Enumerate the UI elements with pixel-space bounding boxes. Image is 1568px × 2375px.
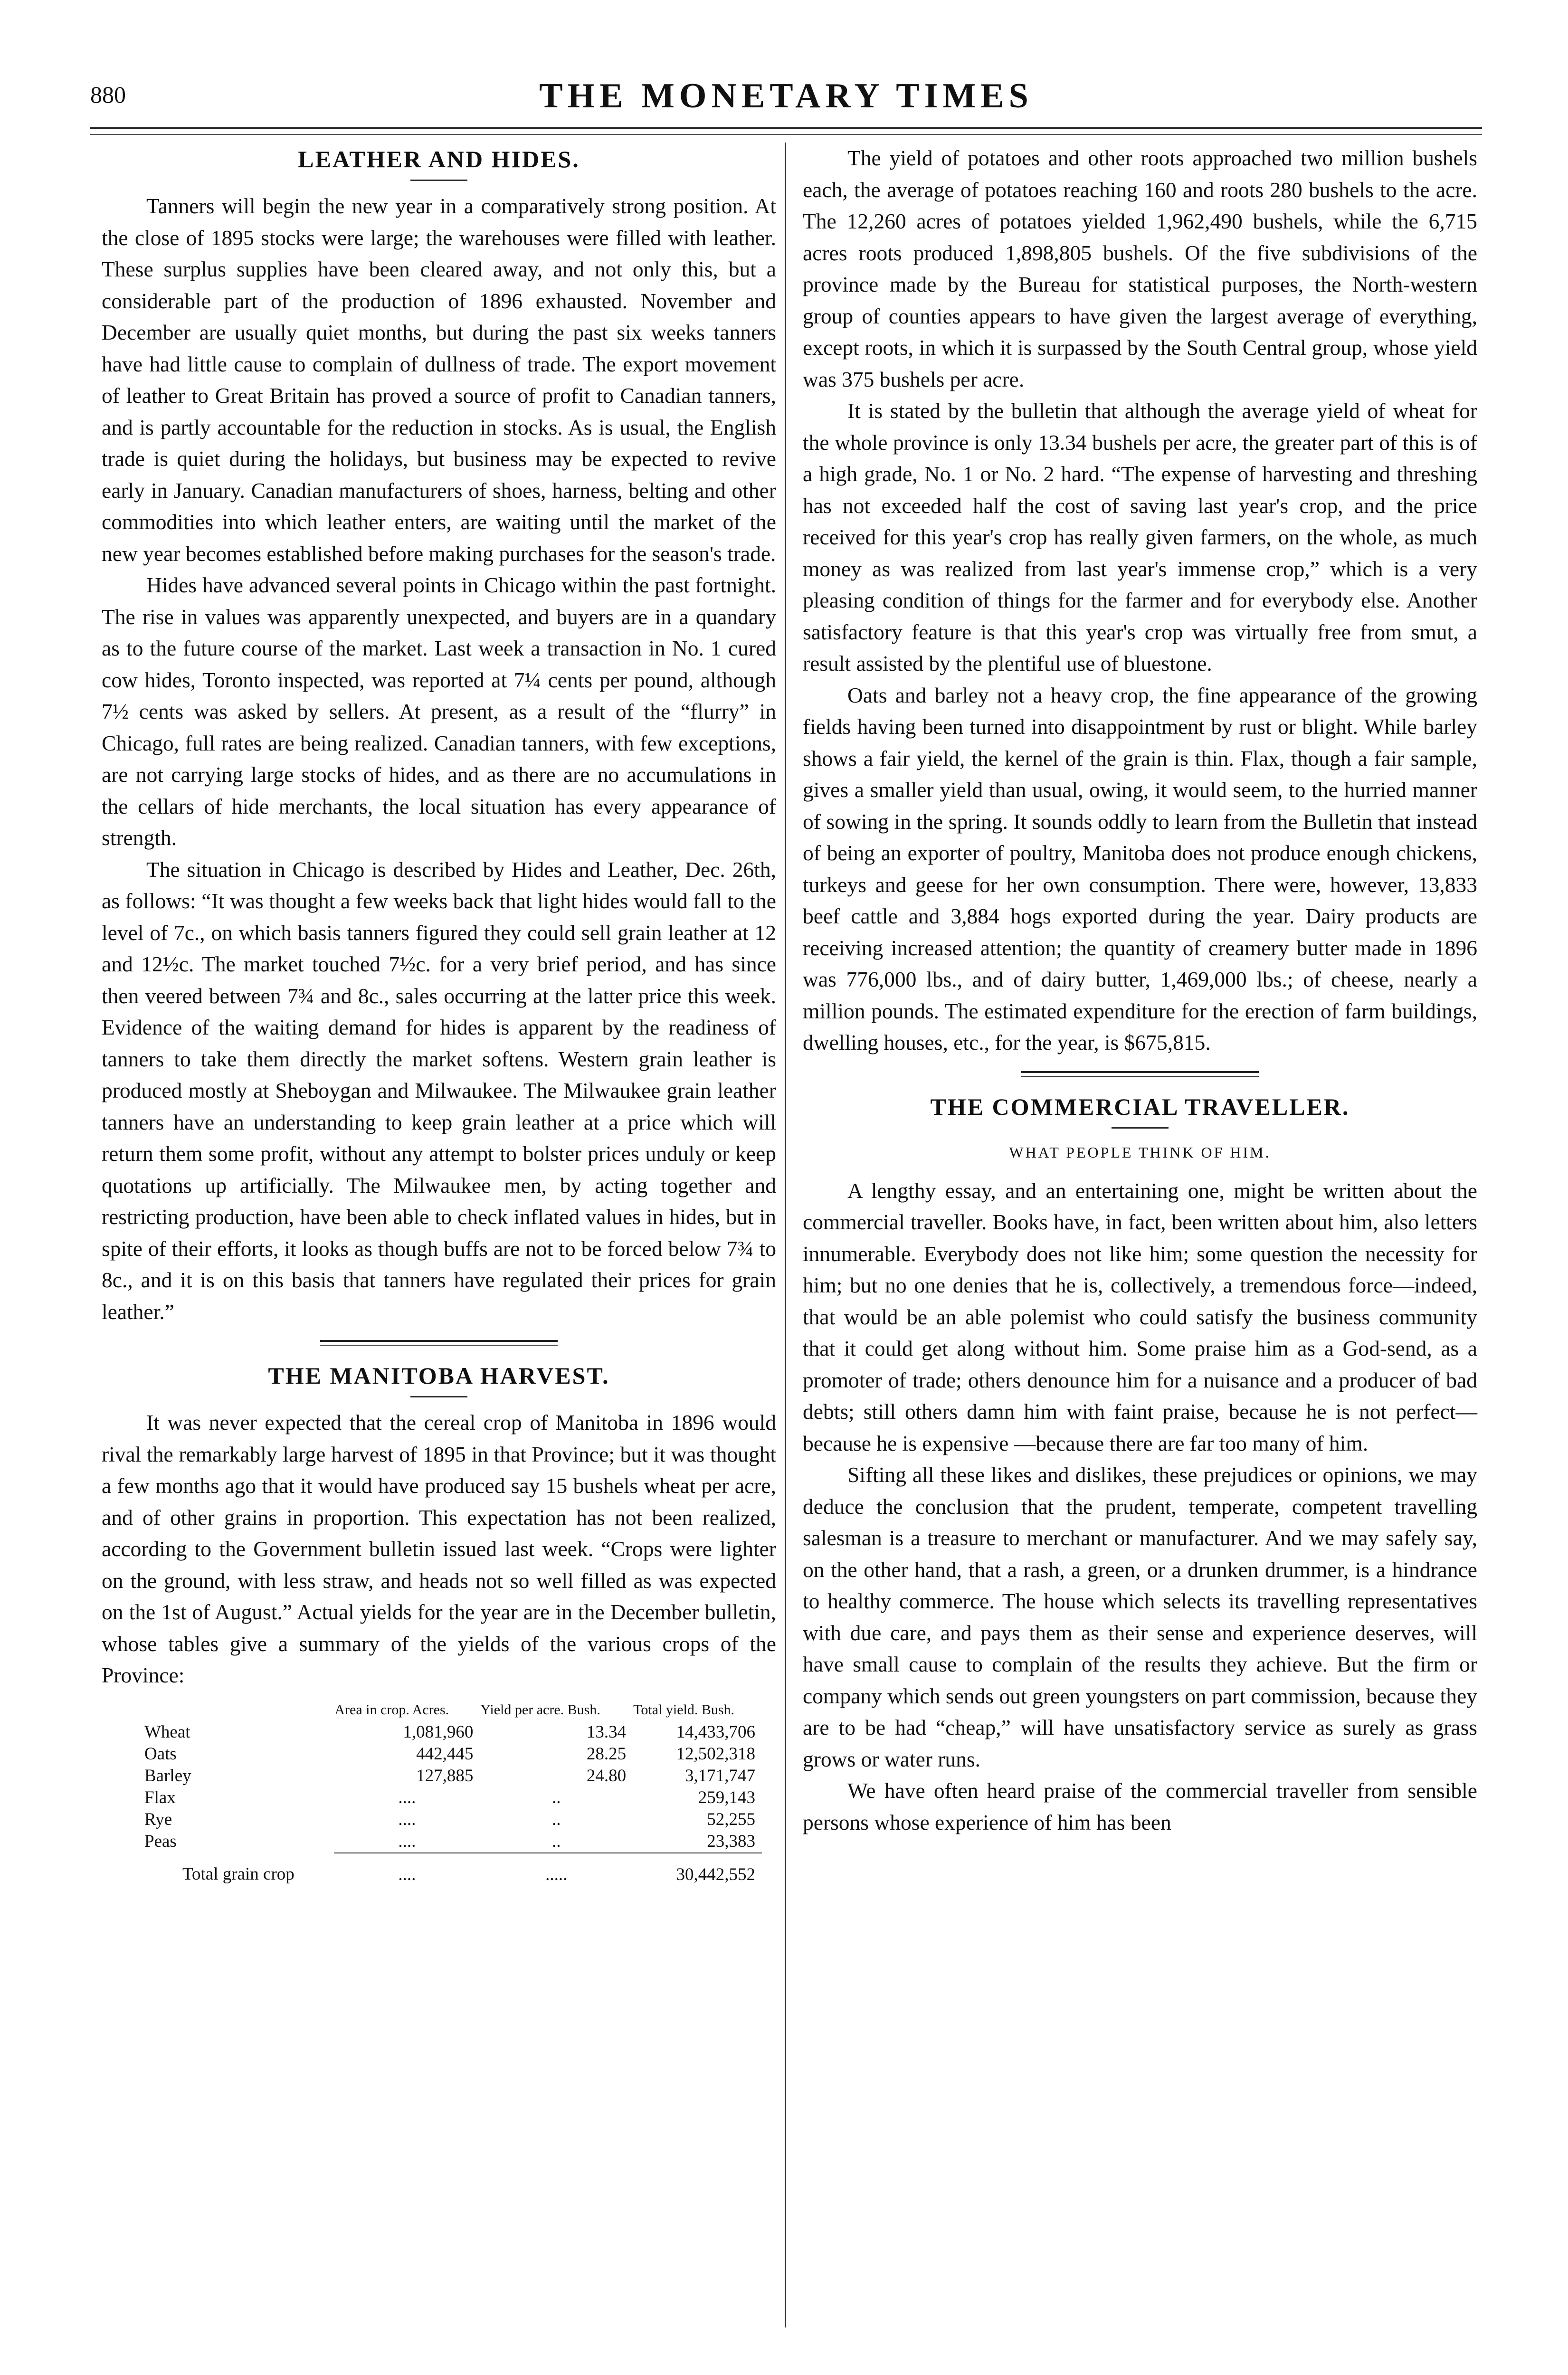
masthead: THE MONETARY TIMES bbox=[539, 76, 1033, 115]
total-value: 14,433,706 bbox=[676, 1722, 755, 1742]
header-rule-thin bbox=[90, 134, 1482, 135]
page-number: 880 bbox=[90, 81, 126, 108]
yield-value: 28.25 bbox=[586, 1744, 627, 1764]
header-rule bbox=[90, 127, 1482, 129]
manitoba-paragraph-1: It was never expected that the cereal crop of Manitoba in 1896 would rival the remarkably large harvest of 1895 in that Province; but it was thought a few months ago that it would have produced say 15 bushels wheat per acre, and of other grains in proportion. This expectation has not been realized, according to the Government bulletin issued last week. “Crops were lighter on the ground, with less straw, and heads not so well filled as was expected on the 1st of August.” Actual yields for the year are in the December bulletin, whose tables give a summary of the yields of the various crops of the Province: bbox=[102, 1410, 776, 1687]
yield-value: 13.34 bbox=[586, 1722, 627, 1742]
crop-yield-table bbox=[144, 1702, 762, 1886]
table-total-row bbox=[144, 1853, 762, 1886]
manitoba-paragraph-4: Oats and barley not a heavy crop, the fine appearance of the growing fields having been turned into disappointment by rust or blight. While barley shows a fair yield, the kernel of the grain is thin. Flax, though a fair sample, gives a smaller yield than usual, owing, it would seem, to the hurried manner of sowing in the spring. It sounds oddly to learn from the Bulletin that instead of being an exporter of poultry, Manitoba does not produce enough chickens, turkeys and geese for her own consumption. There were, however, 13,833 beef cattle and 3,884 hogs exported during the year. Dairy products are receiving increased attention; the quantity of creamery butter made in 1896 was 776,000 lbs., and of dairy butter, 1,469,000 lbs.; of cheese, nearly a million pounds. The estimated expenditure for the erection of farm buildings, dwelling houses, etc., for the year, is $675,815. bbox=[803, 683, 1477, 1054]
leather-heading: LEATHER AND HIDES. bbox=[298, 146, 580, 172]
leather-paragraph-3: The situation in Chicago is described by Hides and Leather, Dec. 26th, as follows: “It was thought a few weeks back that light hides would fall to the level of 7c., on which basis tanners figured they could sell grain leather at 12 and 12½c. The market touched 7½c. for a very brief period, and has since then veered between 7¾ and 8c., sales occurring at the latter price this week. Evidence of the waiting demand for hides is apparent by the readiness of tanners to take them directly the market softens. Western grain leather is produced mostly at Sheboygan and Milwaukee. The Milwaukee grain leather tanners have an understanding to keep grain leather at a price which will return them some profit, without any attempt to bolster prices unduly or keep quotations up artificially. The Milwaukee men, by acting together and restricting production, have been able to check inflated values in hides, but in spite of their efforts, it looks as though buffs are not to be forced below 7¾ to 8c., and it is on this basis that tanners have regulated their prices for grain leather.” bbox=[102, 857, 776, 1324]
right-column bbox=[803, 142, 1477, 1838]
total-value: 259,143 bbox=[698, 1787, 755, 1807]
crop-name: Peas bbox=[144, 1832, 177, 1851]
traveller-subheading: WHAT PEOPLE THINK OF HIM. bbox=[1009, 1143, 1271, 1161]
leather-paragraph-2: Hides have advanced several points in Chicago within the past fortnight. The rise in values was apparently unexpected, and buyers are in a quandary as to the future course of the market. Last week a transaction in No. 1 cured cow hides, Toronto inspected, was reported at 7¼ cents per pound, although 7½ cents was asked by sellers. At present, as a result of the “flurry” in Chicago, full rates are being realized. Canadian tanners, with few exceptions, are not carrying large stocks of hides, and as there are no accumulations in the cellars of hide merchants, the local situation has every appearance of strength. bbox=[102, 573, 776, 850]
column-header-total: Total yield. Bush. bbox=[633, 1701, 735, 1718]
crop-name: Barley bbox=[144, 1766, 191, 1786]
column-divider bbox=[785, 142, 786, 2328]
area-value: 127,885 bbox=[416, 1766, 474, 1786]
area-value: .... bbox=[334, 1831, 480, 1853]
table-header-row bbox=[144, 1702, 762, 1721]
total-value: 52,255 bbox=[707, 1809, 755, 1829]
area-value: 1,081,960 bbox=[403, 1722, 474, 1742]
section-divider bbox=[320, 1340, 558, 1346]
total-value: 12,502,318 bbox=[676, 1744, 755, 1764]
left-column bbox=[102, 142, 776, 1886]
table-row bbox=[144, 1809, 762, 1831]
total-area: .... bbox=[398, 1864, 416, 1884]
section-divider bbox=[1021, 1071, 1259, 1077]
page-header bbox=[90, 71, 1482, 124]
column-header-area: Area in crop. Acres. bbox=[334, 1701, 449, 1718]
manitoba-heading: THE MANITOBA HARVEST. bbox=[268, 1362, 610, 1389]
table-row bbox=[144, 1743, 762, 1765]
leather-paragraph-1: Tanners will begin the new year in a comparatively strong position. At the close of 1895 stocks were large; the warehouses were filled with leather. These surplus supplies have been cleared away, and not only this, but a considerable part of the production of 1896 exhausted. November and December are usually quiet months, but during the past six weeks tanners have had little cause to complain of dullness of trade. The export movement of leather to Great Britain has proved a source of profit to Canadian tanners, and is partly accountable for the reduction in stocks. As is usual, the English trade is quiet during the holidays, but business may be expected to revive early in January. Canadian manufacturers of shoes, harness, belting and other commodities into which leather enters, are waiting until the market of the new year becomes established before making purchases for the season's trade. bbox=[102, 194, 776, 566]
area-value: .... bbox=[398, 1787, 416, 1807]
table-row bbox=[144, 1831, 762, 1853]
total-value: 3,171,747 bbox=[685, 1766, 755, 1786]
yield-value: .. bbox=[552, 1787, 561, 1807]
yield-value: .. bbox=[480, 1831, 633, 1853]
traveller-paragraph-1: A lengthy essay, and an entertaining one, might be written about the commercial traveller. Books have, in fact, been written about him, also letters innumerable. Everybody does not like him; some question the necessity for him; but no one denies that he is, collectively, a tremendous force—indeed, that would be an able polemist who could satisfy the business community that it could get along without him. Some praise him as a God-send, as a promoter of trade; others denounce him for a nuisance and a producer of bad debts; still others damn him with faint praise, because he is not perfect—because he is expensive —because there are far too many of him. bbox=[803, 1178, 1477, 1455]
traveller-heading: THE COMMERCIAL TRAVELLER. bbox=[930, 1093, 1350, 1120]
total-crop-label: Total grain crop bbox=[182, 1864, 295, 1884]
area-value: .... bbox=[398, 1809, 416, 1829]
short-rule bbox=[410, 180, 467, 181]
total-yield: ..... bbox=[545, 1864, 568, 1884]
manitoba-paragraph-3: It is stated by the bulletin that although the average yield of wheat for the whole province is only 13.34 bushels per acre, the greater part of this is of a high grade, No. 1 or No. 2 hard. “The expense of harvesting and threshing has not exceeded half the cost of saving last year's crop, and the price received for this year's crop has really given farmers, on the whole, as much money as was realized from last year's immense crop,” which is a very pleasing condition of things for the farmer and for everybody else. Another satisfactory feature is that this year's crop was virtually free from smut, a result assisted by the plentiful use of bluestone. bbox=[803, 399, 1477, 675]
total-value: 23,383 bbox=[633, 1831, 762, 1853]
short-rule bbox=[410, 1396, 467, 1397]
crop-name: Flax bbox=[144, 1787, 176, 1807]
yield-value: .. bbox=[552, 1809, 561, 1829]
grand-total-value: 30,442,552 bbox=[676, 1864, 755, 1884]
table-row bbox=[144, 1765, 762, 1787]
traveller-paragraph-3: We have often heard praise of the commercial traveller from sensible persons whose experience of him has been bbox=[803, 1778, 1477, 1834]
area-value: 442,445 bbox=[416, 1744, 474, 1764]
table-row bbox=[144, 1721, 762, 1743]
manitoba-paragraph-2: The yield of potatoes and other roots approached two million bushels each, the average of potatoes reaching 160 and roots 280 bushels to the acre. The 12,260 acres of potatoes yielded 1,962,490 bushels, while the 6,715 acres roots produced 1,898,805 bushels. Of the five subdivisions of the province made by the Bureau for statistical purposes, the North-western group of counties appears to have given the largest average of everything, except roots, in which it is surpassed by the South Central group, whose yield was 375 bushels per acre. bbox=[803, 146, 1477, 391]
column-header-crop bbox=[144, 1702, 334, 1721]
short-rule bbox=[1112, 1127, 1169, 1129]
column-header-yield: Yield per acre. Bush. bbox=[480, 1701, 600, 1718]
crop-name: Wheat bbox=[144, 1722, 190, 1742]
table-row bbox=[144, 1787, 762, 1809]
yield-value: 24.80 bbox=[586, 1766, 627, 1786]
crop-name: Rye bbox=[144, 1809, 172, 1829]
traveller-paragraph-2: Sifting all these likes and dislikes, these prejudices or opinions, we may deduce the conclusion that the prudent, temperate, competent travelling salesman is a treasure to merchant or manufacturer. And we may safely say, on the other hand, that a rash, a green, or a drunken drummer, is a hindrance to healthy commerce. The house which selects its travelling representatives with due care, and pays them as their sense and experience deserves, will have small cause to complain of the results they achieve. But the firm or company which sends out green youngsters on part commission, because they are to be had “cheap,” will have unsatisfactory service as surely as grass grows or water runs. bbox=[803, 1463, 1477, 1771]
crop-name: Oats bbox=[144, 1744, 177, 1764]
